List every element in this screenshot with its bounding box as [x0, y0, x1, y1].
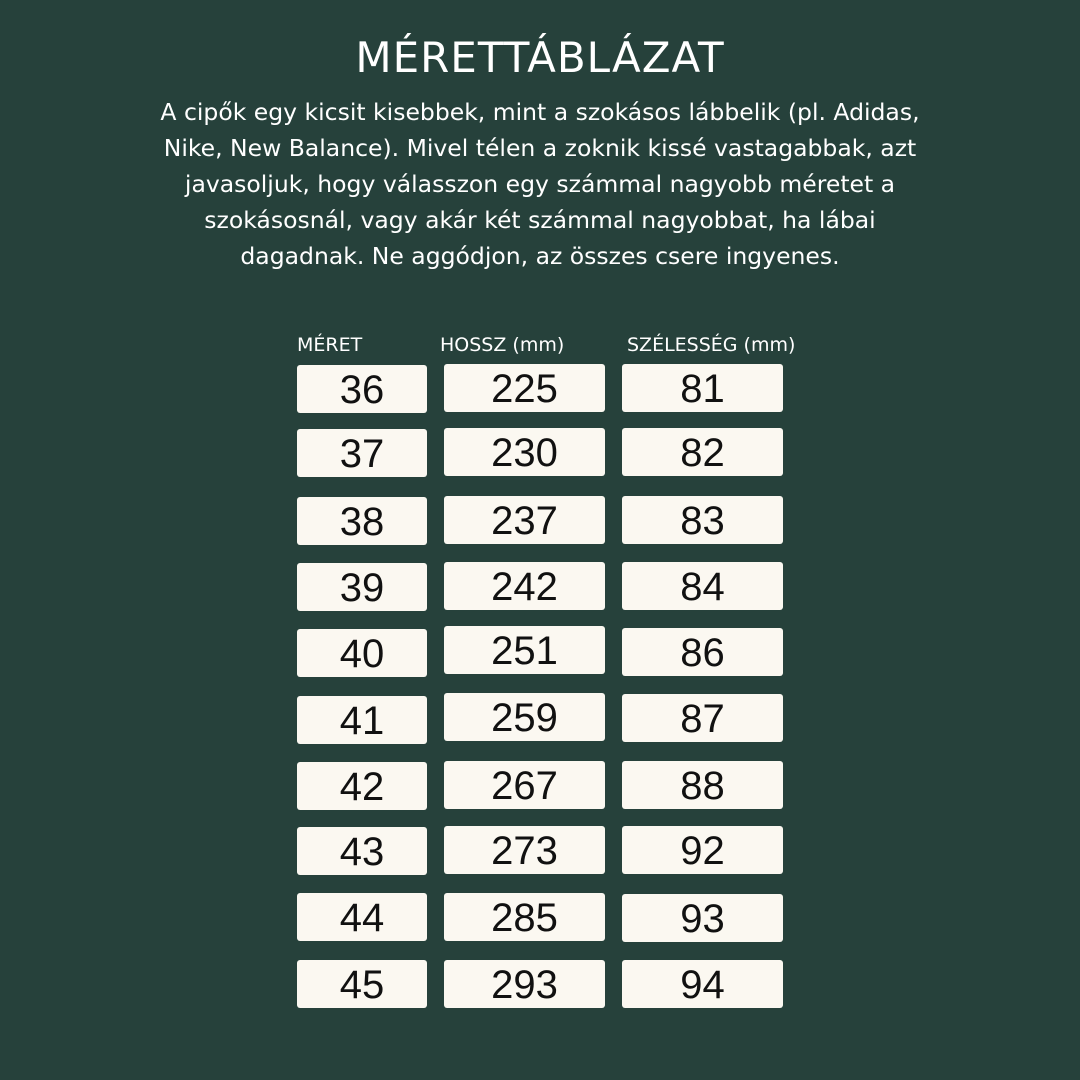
width-cell: 88: [622, 761, 783, 809]
length-cell: 230: [444, 428, 605, 476]
width-cell: 81: [622, 364, 783, 412]
size-cell: 42: [297, 762, 427, 810]
width-cell: 87: [622, 694, 783, 742]
length-cell: 225: [444, 364, 605, 412]
width-cell: 93: [622, 894, 783, 942]
width-cell: 82: [622, 428, 783, 476]
size-advice-text: A cipők egy kicsit kisebbek, mint a szokásos lábbelik (pl. Adidas, Nike, New Balance). Mivel télen a zoknik kissé vastagabbak, azt javasoljuk, hogy válasszon egy számmal nagyobb méretet a szokásosnál, vagy akár két számmal nagyobbat, ha lábai dagadnak. Ne aggódjon, az összes csere ingyenes.: [160, 98, 920, 270]
length-cell: 237: [444, 496, 605, 544]
width-cell: 86: [622, 628, 783, 676]
width-cell: 83: [622, 496, 783, 544]
size-cell: 39: [297, 563, 427, 611]
size-cell: 37: [297, 429, 427, 477]
size-cell: 36: [297, 365, 427, 413]
length-cell: 251: [444, 626, 605, 674]
column-header-width: SZÉLESSÉG (mm): [627, 334, 796, 356]
column-header-size: MÉRET: [297, 334, 363, 356]
width-cell: 94: [622, 960, 783, 1008]
length-cell: 259: [444, 693, 605, 741]
size-cell: 44: [297, 893, 427, 941]
width-cell: 84: [622, 562, 783, 610]
length-cell: 293: [444, 960, 605, 1008]
width-cell: 92: [622, 826, 783, 874]
size-cell: 38: [297, 497, 427, 545]
length-cell: 273: [444, 826, 605, 874]
size-cell: 41: [297, 696, 427, 744]
column-header-length: HOSSZ (mm): [440, 334, 565, 356]
size-cell: 40: [297, 629, 427, 677]
length-cell: 285: [444, 893, 605, 941]
length-cell: 242: [444, 562, 605, 610]
size-cell: 45: [297, 960, 427, 1008]
page-title: MÉRETTÁBLÁZAT: [355, 33, 725, 82]
length-cell: 267: [444, 761, 605, 809]
size-cell: 43: [297, 827, 427, 875]
